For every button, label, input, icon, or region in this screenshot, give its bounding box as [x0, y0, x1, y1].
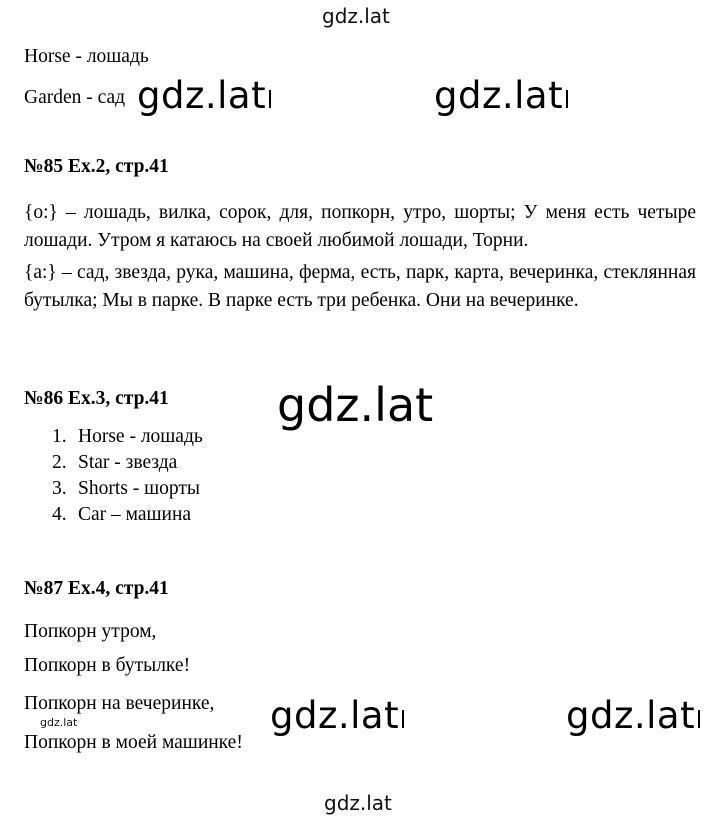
watermark-inline: gdz.lat: [566, 694, 700, 737]
list-item: 1. Horse - лошадь: [52, 426, 203, 447]
poem-line: Попкорн в бутылке!: [24, 655, 191, 676]
watermark-inline: gdz.lat: [137, 74, 271, 117]
list-item: 4. Car – машина: [52, 504, 192, 525]
poem-line: Попкорн утром,: [24, 621, 157, 642]
watermark-inline: gdz.lat: [434, 74, 568, 117]
watermark-top: gdz.lat: [322, 4, 390, 28]
watermark-bottom: gdz.lat: [324, 791, 392, 815]
list-item: 3. Shorts - шорты: [52, 478, 200, 499]
ex86-list: [52, 424, 203, 528]
poem-line: Попкорн в моей машинке!: [24, 732, 243, 753]
watermark-inline: gdz.lat: [270, 694, 404, 737]
ex85-paragraph-o: {o:} – лошадь, вилка, сорок, для, попкорн, утро, шорты; У меня есть четыре лошади. Утром я катаюсь на своей любимой лошади, Торни.: [24, 202, 696, 251]
watermark-large: gdz.lat: [277, 378, 434, 432]
intro-line-garden: Garden - сад: [24, 87, 126, 108]
ex87-heading: №87 Ex.4, стр.41: [24, 578, 169, 599]
ex85-paragraph-a: {a:} – сад, звезда, рука, машина, ферма, есть, парк, карта, вечеринка, стеклянная бутылка; Мы в парке. В парке есть три ребенка. Они на вечеринке.: [24, 262, 696, 311]
poem-line: Попкорн на вечеринке,: [24, 693, 215, 714]
list-item: 2. Star - звезда: [52, 452, 178, 473]
watermark-tiny: gdz.lat: [40, 716, 78, 729]
ex86-heading: №86 Ex.3, стр.41: [24, 388, 169, 409]
ex85-heading: №85 Ex.2, стр.41: [24, 156, 169, 177]
intro-line-horse: Horse - лошадь: [24, 46, 149, 67]
